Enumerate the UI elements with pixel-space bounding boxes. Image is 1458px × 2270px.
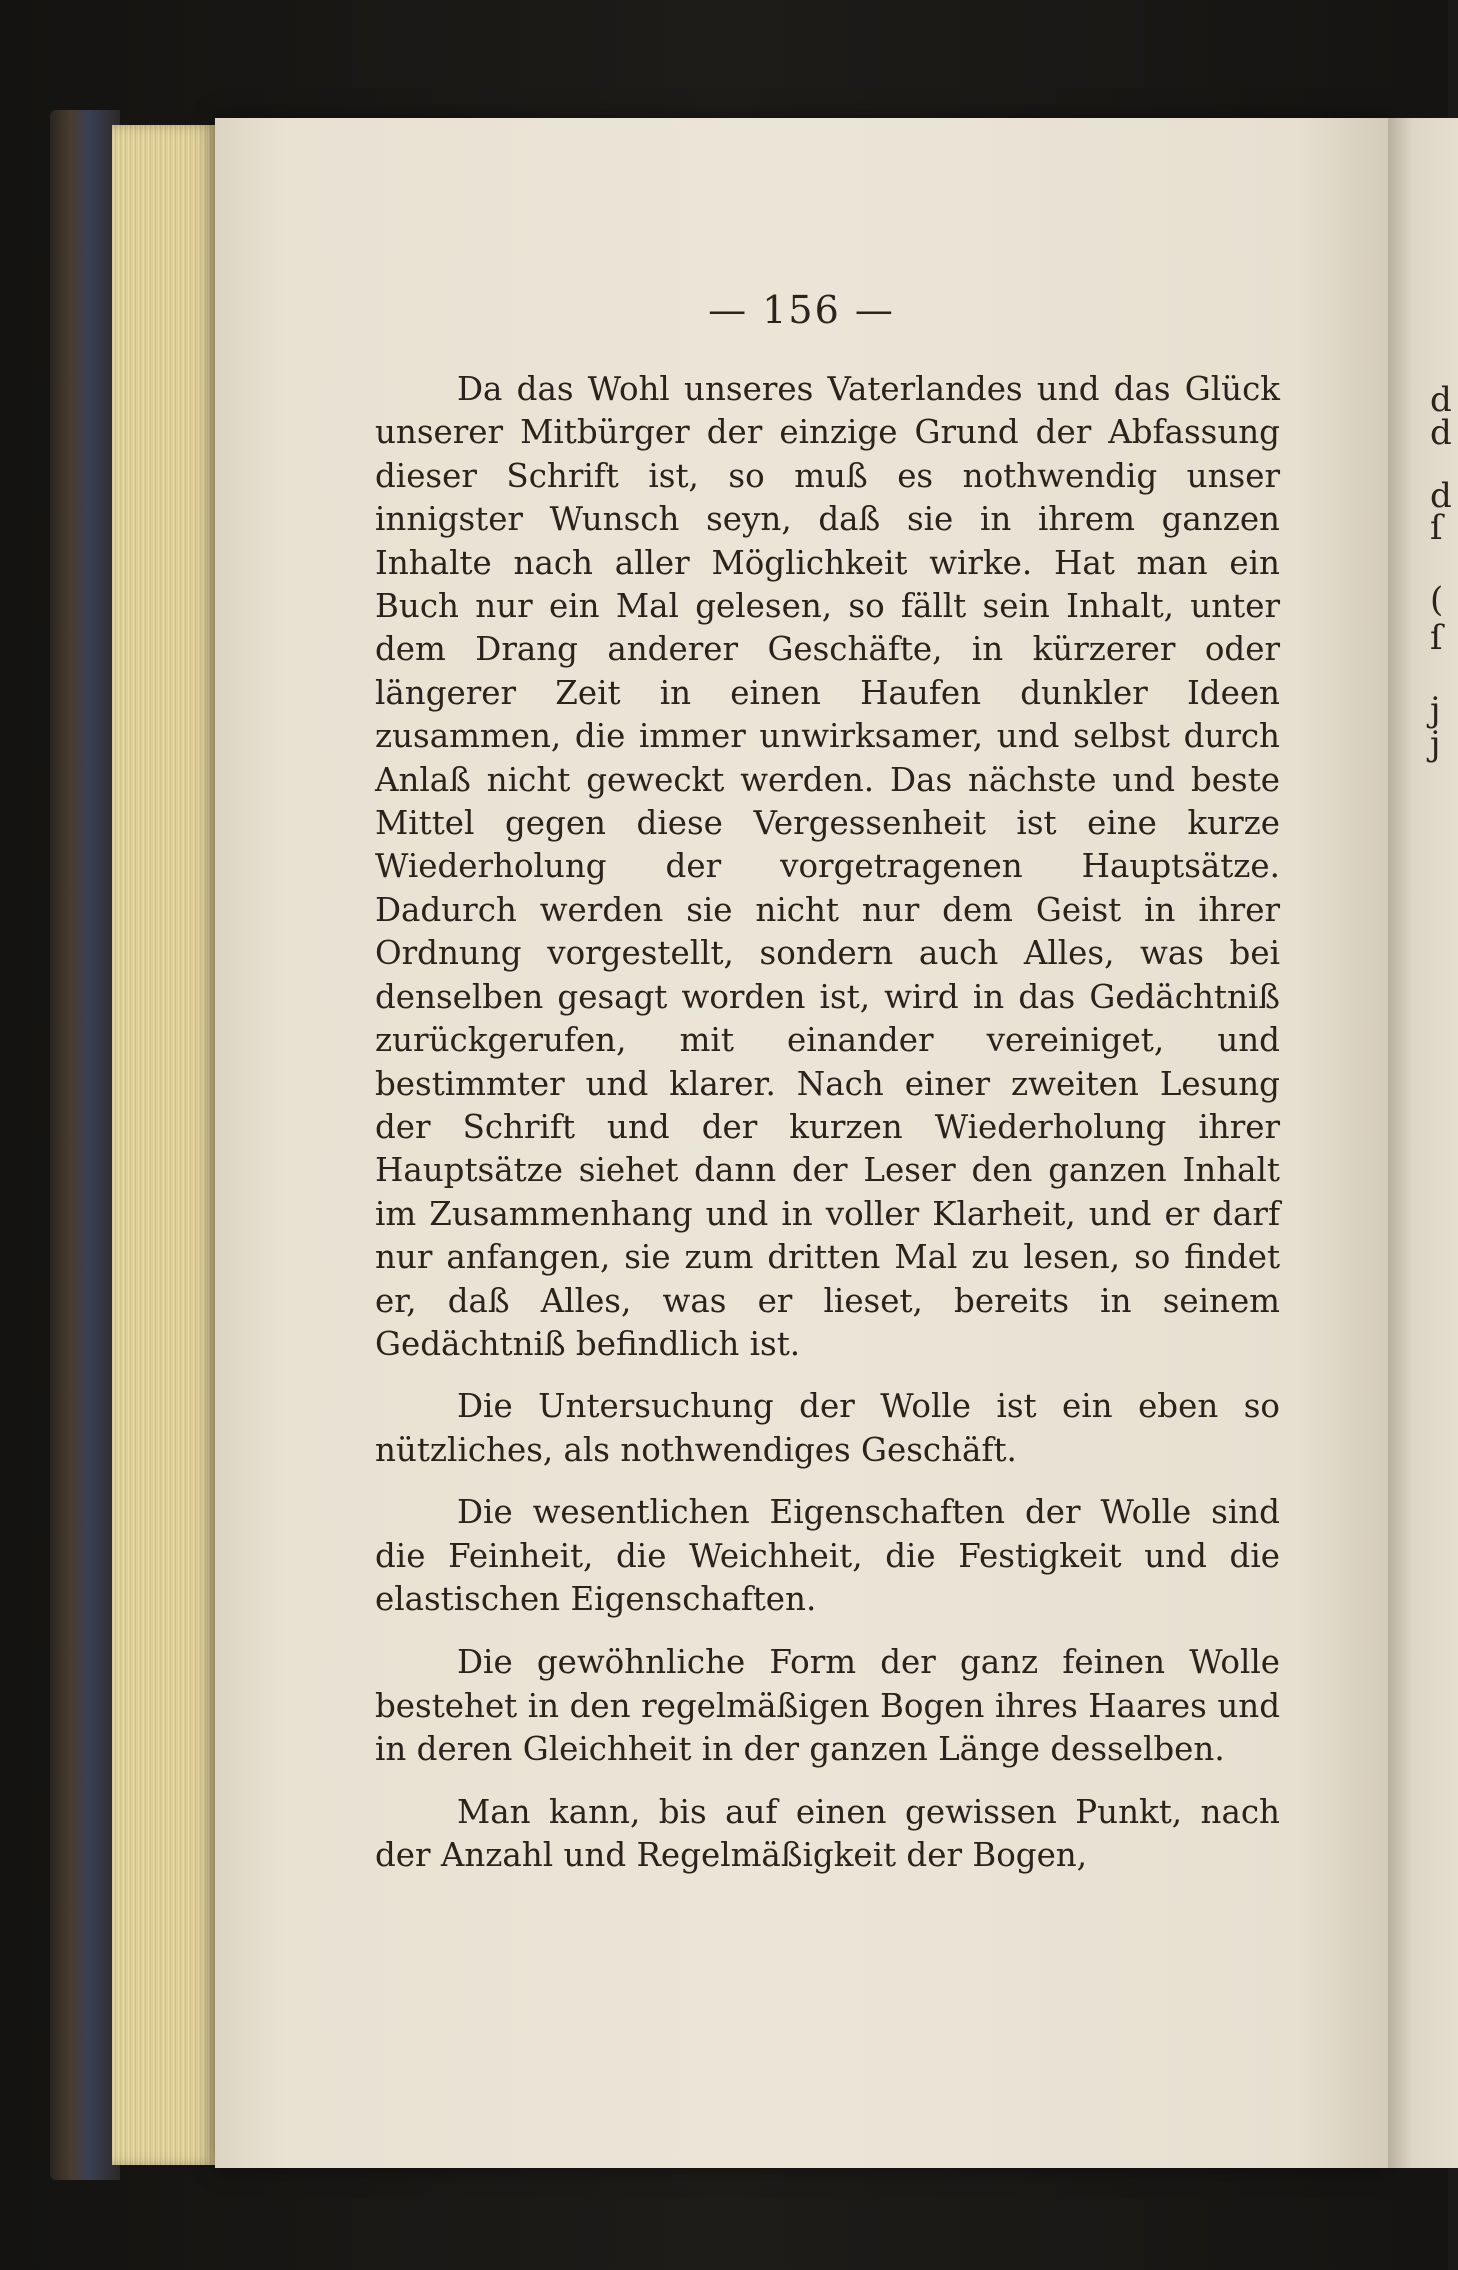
next-page-fragment: ſ: [1430, 618, 1443, 658]
next-page-fragment: d: [1430, 380, 1452, 420]
next-page-fragment: (: [1430, 580, 1444, 620]
next-page-fragment: d: [1430, 476, 1452, 516]
page-text: [375, 368, 1280, 1877]
paragraph-wool-form: Die gewöhnliche Form der ganz feinen Wolle bestehet in den regelmäßigen Bogen ihres Haares und in deren Gleichheit in der ganzen Länge desselben.: [375, 1643, 1280, 1769]
book-cover-spine: [50, 110, 120, 2180]
paragraph-wool-properties: Die wesentlichen Eigenschaften der Wolle sind die Feinheit, die Weichheit, die Festigkeit und die elastischen Eigenschaften.: [375, 1493, 1280, 1618]
page-number: — 156 —: [708, 288, 895, 332]
book-page: [215, 118, 1388, 2168]
next-page-fragment: d: [1430, 413, 1452, 453]
page-edges: [112, 125, 222, 2165]
paragraph-wool-examination: Die Untersuchung der Wolle ist ein eben so nützliches, als nothwendiges Geschäft.: [375, 1387, 1280, 1469]
next-page-fragment: j: [1430, 724, 1441, 764]
paragraph-summary-intro: Da das Wohl unseres Vaterlandes und das Glück unserer Mitbürger der einzige Grund der Abfassung dieser Schrift ist, so muß es nothwendig unser innigster Wunsch seyn, daß sie in ihrem ganzen Inhalte nach aller Möglichkeit wirke. Hat man ein Buch nur ein Mal gelesen, so fällt sein Inhalt, unter dem Drang anderer Geschäfte, in kürzerer oder längerer Zeit in einen Haufen dunkler Ideen zusammen, die immer unwirksamer, und selbst durch Anlaß nicht geweckt werden. Das nächste und beste Mittel gegen diese Vergessenheit ist eine kurze Wiederholung der vorgetragenen Hauptsätze. Dadurch werden sie nicht nur dem Geist in ihrer Ordnung vorgestellt, sondern auch Alles, was bei denselben gesagt worden ist, wird in das Gedächtniß zurückgerufen, mit einander vereiniget, und bestimmter und klarer. Nach einer zweiten Lesung der Schrift und der kurzen Wiederholung ihrer Hauptsätze siehet dann der Leser den ganzen Inhalt im Zusammenhang und in voller Klarheit, und er darf nur anfangen, sie zum dritten Mal zu lesen, so findet er, daß Alles, was er lieset, bereits in seinem Gedächtniß befindlich ist.: [375, 370, 1280, 1363]
next-page-fragment: ſ: [1430, 508, 1443, 548]
next-page-edge: [1388, 118, 1458, 2168]
paragraph-bow-count: Man kann, bis auf einen gewissen Punkt, nach der Anzahl und Regelmäßigkeit der Bogen,: [375, 1792, 1280, 1874]
next-page-fragment: j: [1430, 690, 1441, 730]
